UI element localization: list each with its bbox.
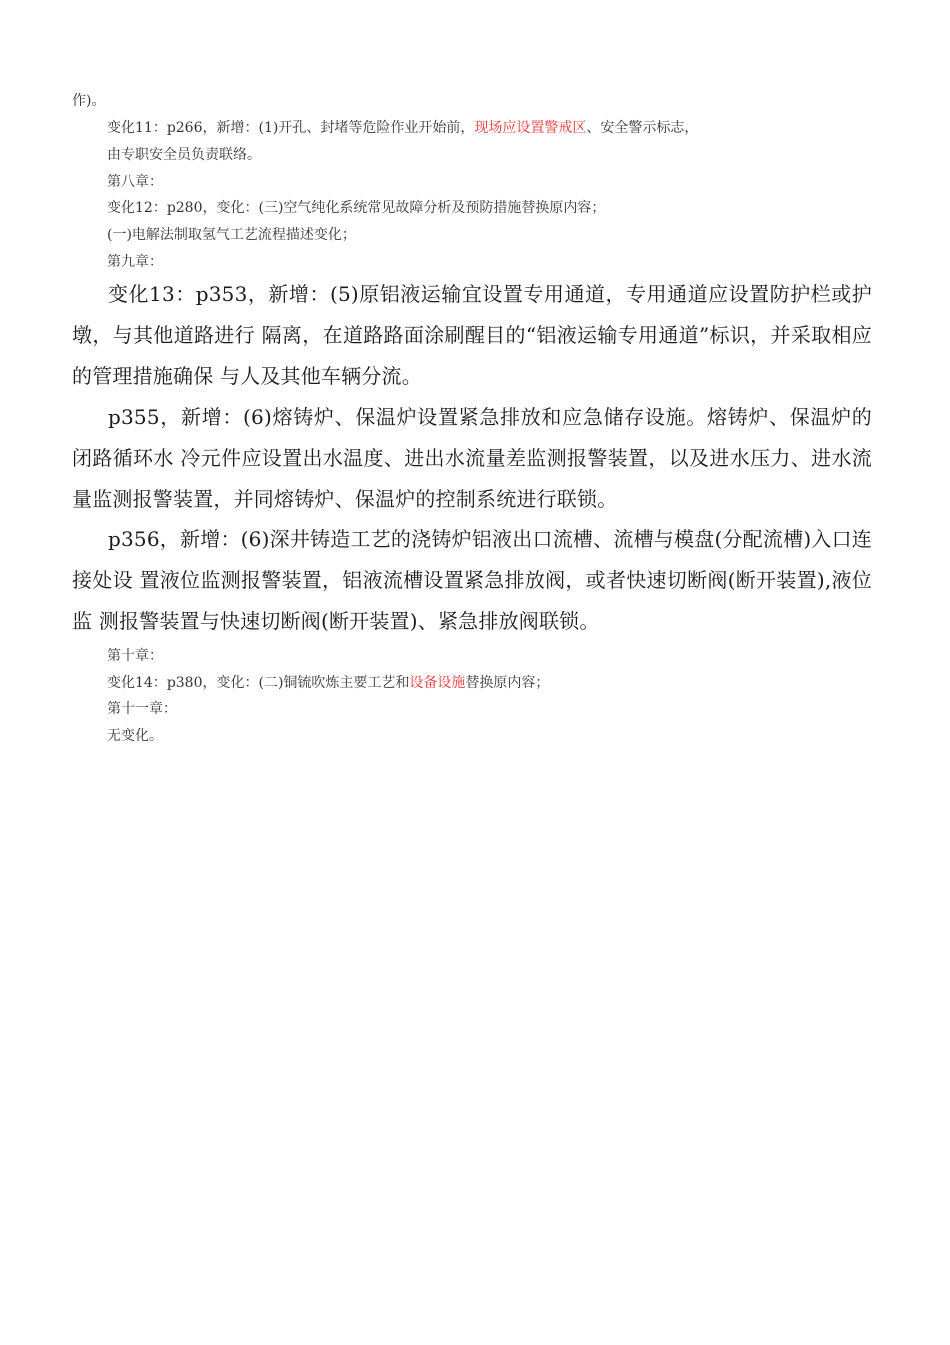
chapter-heading: 第八章： <box>107 174 163 190</box>
chapter-heading: 第十章： <box>107 648 163 664</box>
change-11-text-end: 、安全警示标志， <box>586 120 699 136</box>
text-line: 作)。 <box>72 93 106 109</box>
change-11-text: 变化11：p266，新增：(1)开孔、封堵等危险作业开始前， <box>107 120 475 136</box>
text-line: 无变化。 <box>107 728 163 744</box>
change-14-line <box>107 674 549 692</box>
chapter-heading: 第九章： <box>107 254 163 270</box>
change-12-line: 变化12：p280，变化：(三)空气纯化系统常见故障分析及预防措施替换原内容； <box>107 200 606 216</box>
change-14-text: 变化14：p380，变化：(二)铜锍吹炼主要工艺和 <box>107 675 410 691</box>
highlight-text: 设备设施 <box>409 675 466 691</box>
p356-paragraph: p356，新增：(6)深井铸造工艺的浇铸炉铝液出口流槽、流槽与模盘(分配流槽)入口连接处设 置液位监测报警装置，铝液流槽设置紧急排放阀，或者快速切断阀(断开装置),液位监 测报警装置与快速切断阀(断开装置)、紧急排放阀联锁。 <box>72 527 872 633</box>
chapter-heading: 第十一章： <box>107 701 177 717</box>
text-line: 由专职安全员负责联络。 <box>107 147 261 163</box>
change-11-line <box>107 119 698 137</box>
p355-paragraph: p355，新增：(6)熔铸炉、保温炉设置紧急排放和应急储存设施。熔铸炉、保温炉的闭路循环水 冷元件应设置出水温度、进出水流量差监测报警装置，以及进水压力、进水流量监测报警装置，并同熔铸炉、保温炉的控制系统进行联锁。 <box>72 405 872 511</box>
highlight-text: 现场应设置警戒区 <box>474 120 587 136</box>
change-14-text-end: 替换原内容； <box>465 675 550 691</box>
change-13-paragraph: 变化13：p353，新增：(5)原铝液运输宜设置专用通道，专用通道应设置防护栏或护墩，与其他道路进行 隔离，在道路路面涂刷醒目的“铝液运输专用通道”标识，并采取相应的管理措施确保 与人及其他车辆分流。 <box>72 282 872 388</box>
text-line: (一)电解法制取氢气工艺流程描述变化； <box>107 227 356 243</box>
